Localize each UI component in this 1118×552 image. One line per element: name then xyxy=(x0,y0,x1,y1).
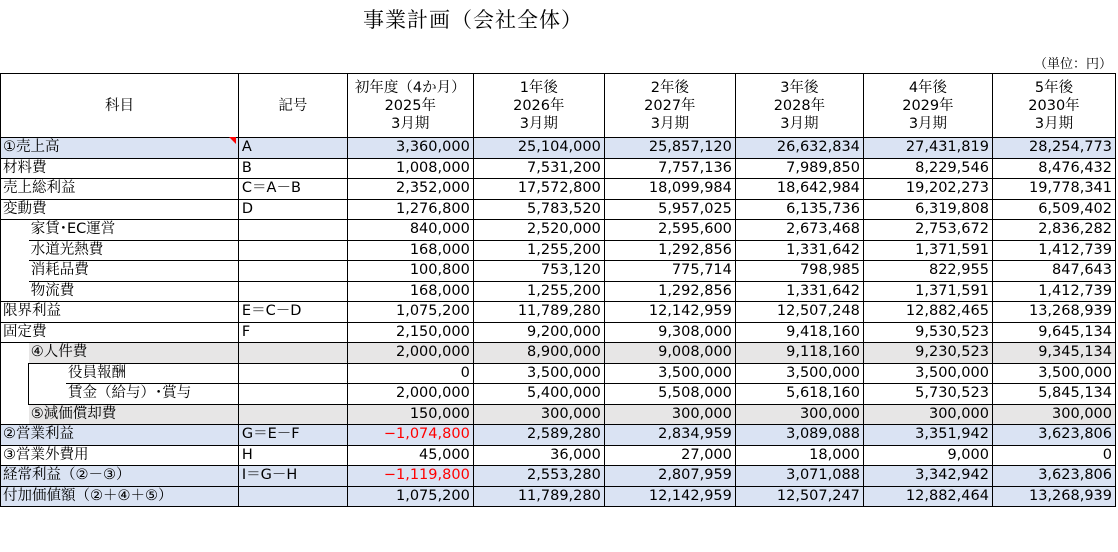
row-code: F xyxy=(238,322,347,343)
row-value: 9,645,134 xyxy=(992,322,1115,343)
row-code: A xyxy=(238,138,347,159)
row-value: 12,882,465 xyxy=(863,302,992,323)
row-subject: ②営業利益 xyxy=(1,425,239,446)
business-plan-table xyxy=(0,73,1116,507)
header-row xyxy=(1,74,1116,138)
row-subject: 水道光熱費 xyxy=(29,240,239,261)
row-value: 9,418,160 xyxy=(735,322,863,343)
row-code xyxy=(238,384,347,405)
table-row xyxy=(1,363,1116,384)
row-value: 9,008,000 xyxy=(604,343,735,364)
row-value: 1,371,591 xyxy=(863,281,992,302)
table-row xyxy=(1,158,1116,179)
row-value: 9,230,523 xyxy=(863,343,992,364)
row-subject: ①売上高 xyxy=(1,138,239,159)
row-value: 0 xyxy=(992,445,1115,466)
unit-label: （単位：円） xyxy=(1033,57,1112,72)
row-subject: 経常利益（②－③） xyxy=(1,466,239,487)
row-code: C＝A－B xyxy=(238,179,347,200)
row-value: 1,292,856 xyxy=(604,281,735,302)
row-value: 13,268,939 xyxy=(992,302,1115,323)
table-row xyxy=(1,138,1116,159)
row-value: 6,509,402 xyxy=(992,199,1115,220)
header-year: 2年後 2027年 3月期 xyxy=(604,74,735,138)
row-value: 9,530,523 xyxy=(863,322,992,343)
row-code: H xyxy=(238,445,347,466)
row-value: 9,000 xyxy=(863,445,992,466)
row-value: 3,089,088 xyxy=(735,425,863,446)
header-code: 記号 xyxy=(238,74,347,138)
row-value: 1,331,642 xyxy=(735,281,863,302)
row-value: 18,642,984 xyxy=(735,179,863,200)
row-subject: ⑤減価償却費 xyxy=(29,404,239,425)
row-subject: 変動費 xyxy=(1,199,239,220)
row-value: 5,400,000 xyxy=(473,384,604,405)
row-value: 8,476,432 xyxy=(992,158,1115,179)
row-value: 1,255,200 xyxy=(473,281,604,302)
row-subject: 付加価値額（②＋④＋⑤） xyxy=(1,486,239,507)
row-value: 300,000 xyxy=(735,404,863,425)
row-value: −1,119,800 xyxy=(347,466,473,487)
header-subject: 科目 xyxy=(1,74,239,138)
row-value: 12,142,959 xyxy=(604,302,735,323)
table-row xyxy=(1,466,1116,487)
table-row xyxy=(1,322,1116,343)
row-value: 100,800 xyxy=(347,261,473,282)
row-value: 1,412,739 xyxy=(992,281,1115,302)
row-value: 300,000 xyxy=(863,404,992,425)
row-value: 3,071,088 xyxy=(735,466,863,487)
row-value: 2,000,000 xyxy=(347,343,473,364)
row-value: 2,807,959 xyxy=(604,466,735,487)
table-row xyxy=(1,445,1116,466)
row-value: 11,789,280 xyxy=(473,486,604,507)
header-year: 初年度（4か月） 2025年 3月期 xyxy=(347,74,473,138)
row-value: 2,753,672 xyxy=(863,220,992,241)
row-value: 25,104,000 xyxy=(473,138,604,159)
row-subject: 材料費 xyxy=(1,158,239,179)
row-value: 12,882,464 xyxy=(863,486,992,507)
table-row xyxy=(1,261,1116,282)
row-value: 3,500,000 xyxy=(473,363,604,384)
row-value: 13,268,939 xyxy=(992,486,1115,507)
row-value: 5,957,025 xyxy=(604,199,735,220)
row-value: 2,834,959 xyxy=(604,425,735,446)
row-value: 12,507,248 xyxy=(735,302,863,323)
row-value: 1,331,642 xyxy=(735,240,863,261)
row-value: 1,075,200 xyxy=(347,302,473,323)
row-value: 300,000 xyxy=(473,404,604,425)
row-value: 2,673,468 xyxy=(735,220,863,241)
row-value: 2,589,280 xyxy=(473,425,604,446)
table-row xyxy=(1,240,1116,261)
table-row xyxy=(1,199,1116,220)
row-value: 1,255,200 xyxy=(473,240,604,261)
row-value: 1,008,000 xyxy=(347,158,473,179)
table-row xyxy=(1,425,1116,446)
table-row xyxy=(1,179,1116,200)
row-code xyxy=(238,404,347,425)
row-value: 1,412,739 xyxy=(992,240,1115,261)
row-value: 150,000 xyxy=(347,404,473,425)
row-value: 1,075,200 xyxy=(347,486,473,507)
table-body xyxy=(1,138,1116,507)
row-value: 7,989,850 xyxy=(735,158,863,179)
row-subject: 固定費 xyxy=(1,322,239,343)
header-year: 3年後 2028年 3月期 xyxy=(735,74,863,138)
row-value: 822,955 xyxy=(863,261,992,282)
row-value: 27,431,819 xyxy=(863,138,992,159)
row-code: I＝G－H xyxy=(238,466,347,487)
row-value: 6,319,808 xyxy=(863,199,992,220)
row-value: 300,000 xyxy=(992,404,1115,425)
page-title: 事業計画（会社全体） xyxy=(363,8,583,32)
row-value: 3,342,942 xyxy=(863,466,992,487)
row-value: 9,345,134 xyxy=(992,343,1115,364)
row-value: 2,553,280 xyxy=(473,466,604,487)
row-code xyxy=(238,363,347,384)
row-subject: ④人件費 xyxy=(29,343,239,364)
row-value: 9,118,160 xyxy=(735,343,863,364)
row-value: 7,757,136 xyxy=(604,158,735,179)
row-value: 3,500,000 xyxy=(992,363,1115,384)
row-value: 3,623,806 xyxy=(992,425,1115,446)
row-value: 36,000 xyxy=(473,445,604,466)
row-code: G＝E－F xyxy=(238,425,347,446)
row-value: 2,520,000 xyxy=(473,220,604,241)
row-value: 45,000 xyxy=(347,445,473,466)
row-value: 12,142,959 xyxy=(604,486,735,507)
table-row xyxy=(1,220,1116,241)
row-code xyxy=(238,261,347,282)
row-value: 168,000 xyxy=(347,240,473,261)
row-value: 3,500,000 xyxy=(735,363,863,384)
header-year: 4年後 2029年 3月期 xyxy=(863,74,992,138)
row-value: 27,000 xyxy=(604,445,735,466)
row-value: 28,254,773 xyxy=(992,138,1115,159)
row-value: 26,632,834 xyxy=(735,138,863,159)
row-value: 1,292,856 xyxy=(604,240,735,261)
row-subject: 消耗品費 xyxy=(29,261,239,282)
row-code: E＝C－D xyxy=(238,302,347,323)
row-subject: 家賃･EC運営 xyxy=(29,220,239,241)
row-value: 5,783,520 xyxy=(473,199,604,220)
table-row xyxy=(1,384,1116,405)
row-value: 5,618,160 xyxy=(735,384,863,405)
row-value: 25,857,120 xyxy=(604,138,735,159)
table-row xyxy=(1,302,1116,323)
row-subject: 売上総利益 xyxy=(1,179,239,200)
row-value: 847,643 xyxy=(992,261,1115,282)
row-value: 0 xyxy=(347,363,473,384)
row-value: 12,507,247 xyxy=(735,486,863,507)
row-value: 3,500,000 xyxy=(604,363,735,384)
row-value: 19,778,341 xyxy=(992,179,1115,200)
row-value: −1,074,800 xyxy=(347,425,473,446)
row-code xyxy=(238,281,347,302)
row-value: 1,371,591 xyxy=(863,240,992,261)
comment-marker xyxy=(229,137,236,144)
row-value: 11,789,280 xyxy=(473,302,604,323)
row-value: 7,531,200 xyxy=(473,158,604,179)
row-subject: 物流費 xyxy=(29,281,239,302)
row-value: 300,000 xyxy=(604,404,735,425)
row-code xyxy=(238,486,347,507)
table-row xyxy=(1,281,1116,302)
row-value: 2,352,000 xyxy=(347,179,473,200)
table-row xyxy=(1,486,1116,507)
row-value: 3,500,000 xyxy=(863,363,992,384)
row-subject: 限界利益 xyxy=(1,302,239,323)
row-value: 2,150,000 xyxy=(347,322,473,343)
row-code xyxy=(238,240,347,261)
row-value: 9,200,000 xyxy=(473,322,604,343)
table-row xyxy=(1,343,1116,364)
row-value: 168,000 xyxy=(347,281,473,302)
row-value: 5,845,134 xyxy=(992,384,1115,405)
row-value: 3,623,806 xyxy=(992,466,1115,487)
row-value: 18,099,984 xyxy=(604,179,735,200)
table-row xyxy=(1,404,1116,425)
row-subject: 賃金（給与）･賞与 xyxy=(66,384,238,405)
row-value: 2,000,000 xyxy=(347,384,473,405)
row-subject: 役員報酬 xyxy=(66,363,238,384)
row-code xyxy=(238,220,347,241)
row-value: 8,229,546 xyxy=(863,158,992,179)
row-value: 2,836,282 xyxy=(992,220,1115,241)
header-year: 5年後 2030年 3月期 xyxy=(992,74,1115,138)
row-value: 1,276,800 xyxy=(347,199,473,220)
row-value: 5,508,000 xyxy=(604,384,735,405)
row-value: 3,360,000 xyxy=(347,138,473,159)
header-year: 1年後 2026年 3月期 xyxy=(473,74,604,138)
row-value: 17,572,800 xyxy=(473,179,604,200)
row-value: 3,351,942 xyxy=(863,425,992,446)
row-value: 6,135,736 xyxy=(735,199,863,220)
row-value: 19,202,273 xyxy=(863,179,992,200)
row-value: 753,120 xyxy=(473,261,604,282)
row-value: 2,595,600 xyxy=(604,220,735,241)
row-value: 8,900,000 xyxy=(473,343,604,364)
row-value: 18,000 xyxy=(735,445,863,466)
row-value: 798,985 xyxy=(735,261,863,282)
row-value: 775,714 xyxy=(604,261,735,282)
row-code: D xyxy=(238,199,347,220)
row-subject: ③営業外費用 xyxy=(1,445,239,466)
row-code xyxy=(238,343,347,364)
row-value: 840,000 xyxy=(347,220,473,241)
row-value: 9,308,000 xyxy=(604,322,735,343)
row-code: B xyxy=(238,158,347,179)
row-value: 5,730,523 xyxy=(863,384,992,405)
